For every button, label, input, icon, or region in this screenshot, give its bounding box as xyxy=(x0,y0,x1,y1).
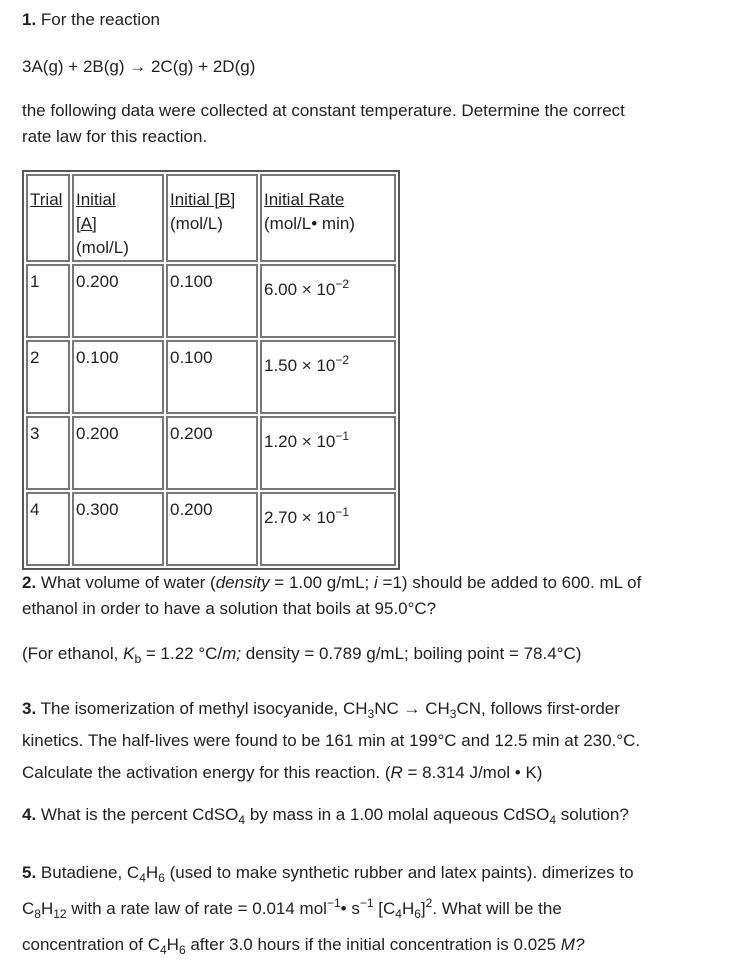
cell-rate: $1.50 \times 10^{-2}$ xyxy=(260,340,396,414)
header-initial-b: Initial [B] (mol/L) xyxy=(166,174,258,262)
cell-a: 0.200 xyxy=(72,264,164,338)
cell-b: 0.200 xyxy=(166,416,258,490)
header-trial: Trial xyxy=(26,174,70,262)
cell-trial: 2 xyxy=(26,340,70,414)
cell-a: 0.200 xyxy=(72,416,164,490)
header-initial-rate: Initial Rate (mol/L• min) xyxy=(260,174,396,262)
q2-text: 2. What volume of water (density = 1.00 g/mL; i =1) should be added to 600. mL of ethanol in order to have a solution that boils at 95.0°C? xyxy=(22,573,642,618)
q3-text: 3. The isomerization of methyl isocyanide, $CH_3NC \to CH_3CN$, follows first-order kinetics. The half-lives were found to be 161 min at 199°C and 12.5 min at 230.°C. Calculate the activation energy for this reaction. (R = 8.314 J/mol • K) xyxy=(22,699,641,782)
cell-trial: 3 xyxy=(26,416,70,490)
table-row xyxy=(26,416,396,490)
cell-b: 0.200 xyxy=(166,492,258,566)
q4-text: 4. What is the percent CdSO$_4$ by mass in a 1.00 molal aqueous CdSO$_4$ solution? xyxy=(22,805,629,827)
q1-text: the following data were collected at constant temperature. Determine the correct rate law for this reaction. xyxy=(22,101,625,146)
header-initial-a: Initial [A] (mol/L) xyxy=(72,174,164,262)
cell-rate: $6.00 \times 10^{-2}$ xyxy=(260,264,396,338)
cell-trial: 1 xyxy=(26,264,70,338)
cell-b: 0.100 xyxy=(166,264,258,338)
table-row xyxy=(26,492,396,566)
q1-intro: 1. For the reaction xyxy=(22,10,160,29)
q2-constants: (For ethanol, $K_b = 1.22$ °C/m; density = 0.789 g/mL; boiling point = 78.4°C) xyxy=(22,644,582,666)
table-header-row xyxy=(26,174,396,262)
cell-rate: $1.20 \times 10^{-1}$ xyxy=(260,416,396,490)
cell-a: 0.100 xyxy=(72,340,164,414)
cell-b: 0.100 xyxy=(166,340,258,414)
rate-data-table xyxy=(22,170,400,570)
table-row xyxy=(26,264,396,338)
cell-rate: $2.70 \times 10^{-1}$ xyxy=(260,492,396,566)
q1-reaction: 3A(g) + 2B(g) → 2C(g) + 2D(g) xyxy=(22,57,256,76)
cell-trial: 4 xyxy=(26,492,70,566)
cell-a: 0.300 xyxy=(72,492,164,566)
q5-text: 5. Butadiene, $C_4H_6$ (used to make synthetic rubber and latex paints). dimerizes to $C_8H_{12}$ with a rate law of rate = 0.014 mol$^{-1}$• $s^{-1}$ $[C_4H_6]^2$. What will be the concentration of $C_4H_6$ after 3.0 hours if the initial concentration is 0.025 M? xyxy=(22,863,634,957)
table-row xyxy=(26,340,396,414)
